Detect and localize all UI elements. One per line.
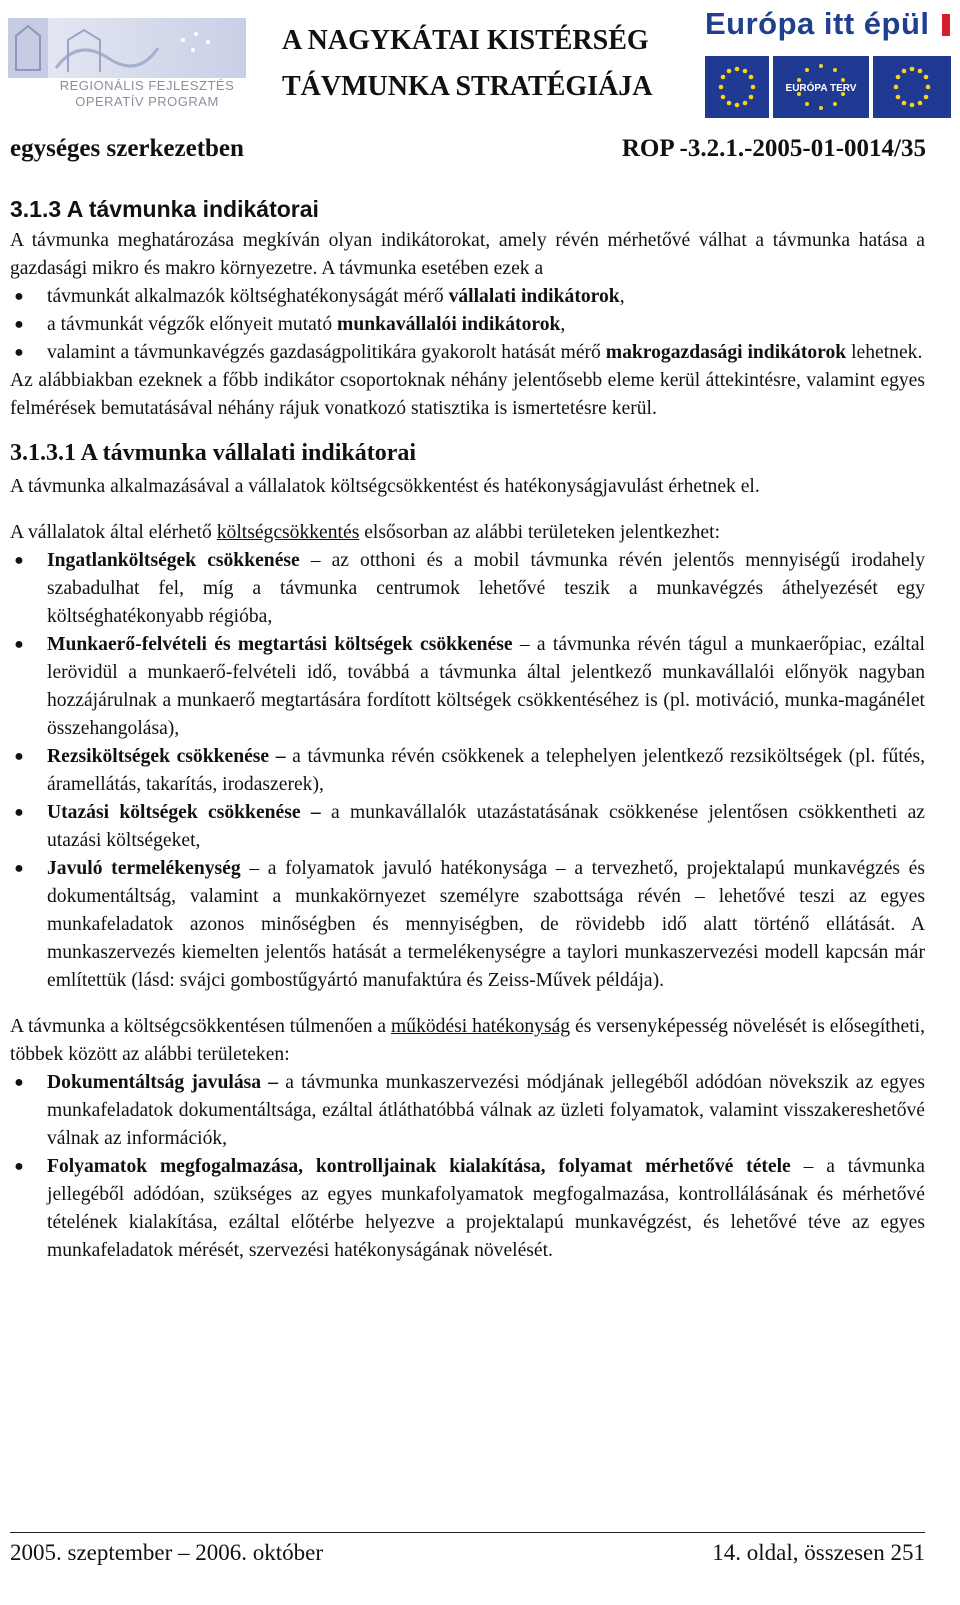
list-item: ● Folyamatok megfogalmazása, kontrolljainak kialakítása, folyamat mérhetővé tétele – a távmunka jellegéből adódóan, szükséges az egyes munkafolyamatok megfogalmazása, kontrollálásának és mérhetővé tételének kialakítása, ezáltal előtérbe helyezve a projektalapú munkavégzést, és lehetővé téve az egyes munkafeladatok mérését, szervezési hatékonyságának növelését.	[10, 1153, 925, 1265]
section-heading: 3.1.3 A távmunka indikátorai	[10, 196, 319, 222]
efficiency-list	[10, 1069, 925, 1265]
list-item: ● távmunkát alkalmazók költséghatékonyságát mérő vállalati indikátorok,	[10, 283, 925, 311]
list-item: ● Munkaerő-felvételi és megtartási költségek csökkenése – a távmunka révén tágul a munkaerőpiac, ezáltal lerövidül a munkaerő-felvételi idő, továbbá a távmunka által jelentkező munkavállalói előnyök nagyban hozzájárulnak a munkaerő megtartására fordított költségek csökkentéséhez is (pl. motiváció, munka-magánélet összehangolása),	[10, 631, 925, 743]
bullet-icon: ●	[14, 636, 24, 653]
red-chevron-icon	[942, 10, 952, 40]
footer-date-range: 2005. szeptember – 2006. október	[10, 1540, 323, 1565]
bullet-icon: ●	[14, 748, 24, 765]
eu-flag-icon-2	[873, 56, 951, 118]
cost-reduction-term: költségcsökkentés	[216, 522, 360, 543]
bullet-icon: ●	[14, 804, 24, 821]
title-line-1: A NAGYKÁTAI KISTÉRSÉG	[282, 25, 649, 56]
bullet-icon: ●	[14, 552, 24, 569]
list-item: ● a távmunkát végzők előnyeit mutató munkavállalói indikátorok,	[10, 311, 925, 339]
list-item: ● Ingatlanköltségek csökkenése – az otthoni és a mobil távmunka révén jelentős mennyiségű irodahely szabadulhat fel, míg a távmunka centrumok lehetővé teszik a munkavégzés áthelyezését egy költséghatékonyabb régióba,	[10, 547, 925, 631]
bullet-icon: ●	[14, 316, 24, 333]
bullet-icon: ●	[14, 288, 24, 305]
indicator-list	[10, 283, 925, 367]
section-outro: Az alábbiakban ezeknek a főbb indikátor csoportoknak néhány jelentősebb eleme kerül áttekintésre, valamint egyes felmérések bemutatásával néhány rájuk vonatkozó statisztika is ismertetésre kerül.	[10, 370, 925, 419]
list-item: ● Utazási költségek csökkenése – a munkavállalók utazástatásának csökkenése jelentősen csökkentheti az utazási költségeket,	[10, 799, 925, 855]
bullet-icon: ●	[14, 1158, 24, 1175]
rop-emblem-icon	[8, 18, 246, 78]
page-content	[10, 185, 925, 1265]
list-item: ● Javuló termelékenység – a folyamatok javuló hatékonysága – a tervezhető, projektalapú munkavégzés és dokumentáltság, valamint a munkakörnyezet személyre szabottsága révén – lehetővé teszi az egyes munkafeladatok azonos minőségben és mennyiségben, de rövidebb idő alatt történő ellátását. A munkaszervezés kiemelten jelentős hatását a termelékenységre a taylori munkaszervezési modell kapcsán már említettük (lásd: svájci gombostűgyártó manufaktúra és Zeiss-Művek példája).	[10, 855, 925, 995]
europa-itt-epul-logo	[705, 6, 955, 120]
subsection-heading: 3.1.3.1 A távmunka vállalati indikátorai	[10, 440, 417, 466]
rop-logo-text: REGIONÁLIS FEJLESZTÉS OPERATÍV PROGRAM	[59, 78, 235, 109]
europa-terv-badge	[773, 56, 869, 118]
bullet-icon: ●	[14, 1074, 24, 1091]
document-reference: ROP -3.2.1.-2005-01-0014/35	[621, 135, 926, 162]
section-intro: A távmunka meghatározása megkíván olyan indikátorokat, amely révén mérhetővé válhat a távmunka hatása a gazdasági mikro és makro környezetre. A távmunka esetében ezek a	[10, 230, 925, 279]
efficiency-intro: A távmunka a költségcsökkentésen túlmenően a működési hatékonyság és versenyképesség növelését is elősegítheti, többek között az alábbi területeken:	[10, 1016, 925, 1065]
document-scope: egységes szerkezetben	[10, 135, 244, 162]
footer-page-number: 14. oldal, összesen 251	[712, 1540, 925, 1565]
footer-divider	[10, 1532, 925, 1533]
title-line-2: TÁVMUNKA STRATÉGIÁJA	[282, 71, 653, 102]
rop-logo	[6, 14, 254, 114]
cost-intro: A vállalatok által elérhető költségcsökkentés elsősorban az alábbi területeken jelentkezhet:	[10, 522, 721, 543]
eu-flag-icon	[705, 56, 769, 118]
list-item: ● Dokumentáltság javulása – a távmunka munkaszervezési módjának jellegéből adódóan növekszik az egyes munkafeladatok dokumentáltsága, ezáltal átláthatóbbá válnak az üzleti folyamatok, valamint visszakereshetővé válnak az információk,	[10, 1069, 925, 1153]
bullet-icon: ●	[14, 860, 24, 877]
europa-slogan: Európa itt épül	[705, 6, 930, 41]
svg-text:EURÓPA TERV: EURÓPA TERV	[785, 83, 857, 94]
document-title	[282, 18, 682, 110]
cost-list	[10, 547, 925, 995]
operational-efficiency-term: működési hatékonyság	[391, 1016, 571, 1037]
subsection-intro: A távmunka alkalmazásával a vállalatok költségcsökkentést és hatékonyságjavulást érhetnek el.	[10, 476, 760, 497]
list-item: ● Rezsiköltségek csökkenése – a távmunka révén csökkenek a telephelyen jelentkező rezsiköltségek (pl. fűtés, áramellátás, takarítás, irodaszerek),	[10, 743, 925, 799]
list-item: ● valamint a távmunkavégzés gazdaságpolitikára gyakorolt hatását mérő makrogazdasági indikátorok lehetnek.	[10, 339, 925, 367]
bullet-icon: ●	[14, 344, 24, 361]
